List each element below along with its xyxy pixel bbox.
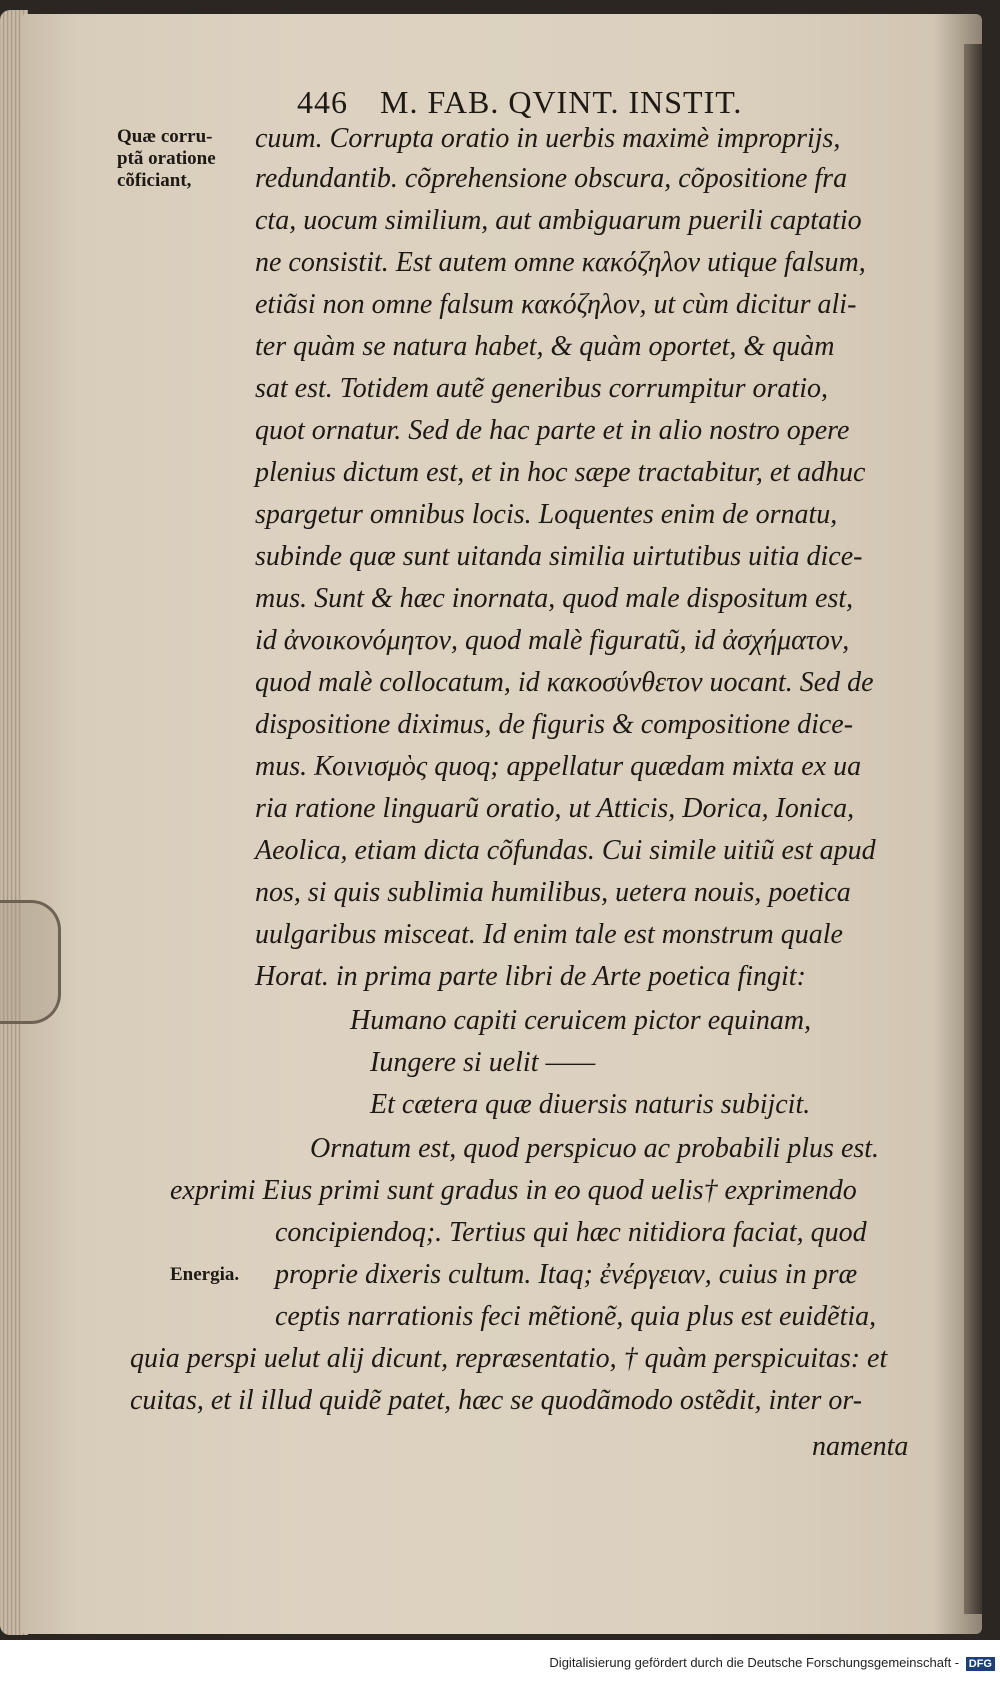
verse-line: Iungere si uelit ——	[370, 1047, 596, 1078]
text-line: quot ornatur. Sed de hac parte et in alio nostro opere	[255, 415, 850, 446]
text-line: redundantib. cõprehensione obscura, cõpositione fra	[255, 163, 848, 194]
text-line: Aeolica, etiam dicta cõfundas. Cui simile uitiũ est apud	[255, 835, 876, 866]
text-line: etiãsi non omne falsum κακόζηλον, ut cùm dicitur ali-	[255, 289, 857, 320]
text-line: cuitas, et il illud quidẽ patet, hæc se quodãmodo ostẽdit, inter or-	[130, 1385, 863, 1416]
text-line: proprie dixeris cultum. Itaq; ἐνέργειαν, cuius in præ	[275, 1259, 858, 1290]
verse-line: Humano capiti ceruicem pictor equinam,	[350, 1005, 812, 1036]
text-line: mus. Sunt & hæc inornata, quod male dispositum est,	[255, 583, 854, 614]
text-line: ne consistit. Est autem omne κακόζηλον utique falsum,	[255, 247, 866, 278]
text-line: uulgaribus misceat. Id enim tale est monstrum quale	[255, 919, 843, 950]
text-line: dispositione diximus, de figuris & compositione dice-	[255, 709, 854, 740]
text-line: exprimi Eius primi sunt gradus in eo quod uelis† exprimendo	[170, 1175, 857, 1206]
catchword: namenta	[812, 1431, 909, 1462]
footer-text: Digitalisierung gefördert durch die Deutsche Forschungsgemeinschaft -	[549, 1655, 960, 1670]
running-header	[297, 84, 957, 121]
text-line: concipiendoq;. Tertius qui hæc nitidiora faciat, quod	[275, 1217, 867, 1248]
text-line: sat est. Totidem autẽ generibus corrumpitur oratio,	[255, 373, 828, 404]
text-line: plenius dictum est, et in hoc sæpe tractabitur, et adhuc	[255, 457, 866, 488]
text-line: cuum. Corrupta oratio in uerbis maximè improprijs,	[255, 123, 841, 154]
text-line: quod malè collocatum, id κακοσύνθετον uocant. Sed de	[255, 667, 874, 698]
text-line: Horat. in prima parte libri de Arte poetica fingit:	[255, 961, 806, 992]
text-line: quia perspi uelut alij dicunt, repræsentatio, † quàm perspicuitas: et	[130, 1343, 888, 1374]
text-line: ceptis narrationis feci mẽtionẽ, quia plus est euidẽtia,	[275, 1301, 877, 1332]
verse-line: Et cætera quæ diuersis naturis subijcit.	[370, 1089, 811, 1120]
text-line: nos, si quis sublimia humilibus, uetera nouis, poetica	[255, 877, 851, 908]
text-line: id ἀνοικονόμητον, quod malè figuratũ, id ἀσχήματον,	[255, 625, 850, 656]
text-line: subinde quæ sunt uitanda similia uirtutibus uitia dice-	[255, 541, 863, 572]
book-clasp	[0, 900, 61, 1024]
page-number: 446	[297, 84, 348, 120]
margin-note-corrupta: Quæ corru- ptã oratione cõficiant,	[117, 126, 216, 191]
text-line: mus. Κοινισμὸς quoq; appellatur quædam mixta ex ua	[255, 751, 862, 782]
footer-credit	[0, 1655, 995, 1671]
text-line: spargetur omnibus locis. Loquentes enim de ornatu,	[255, 499, 838, 530]
page-gutter-shadow	[964, 44, 982, 1614]
running-title: M. FAB. QVINT. INSTIT.	[380, 84, 743, 120]
text-line: ter quàm se natura habet, & quàm oportet, & quàm	[255, 331, 835, 362]
text-line: ria ratione linguarũ oratio, ut Atticis, Dorica, Ionica,	[255, 793, 855, 824]
dfg-logo: DFG	[966, 1657, 995, 1671]
text-line: cta, uocum similium, aut ambiguarum puerili captatio	[255, 205, 862, 236]
text-line: Ornatum est, quod perspicuo ac probabili plus est.	[310, 1133, 880, 1164]
book-page	[22, 14, 982, 1634]
margin-note-energia: Energia.	[170, 1264, 240, 1285]
